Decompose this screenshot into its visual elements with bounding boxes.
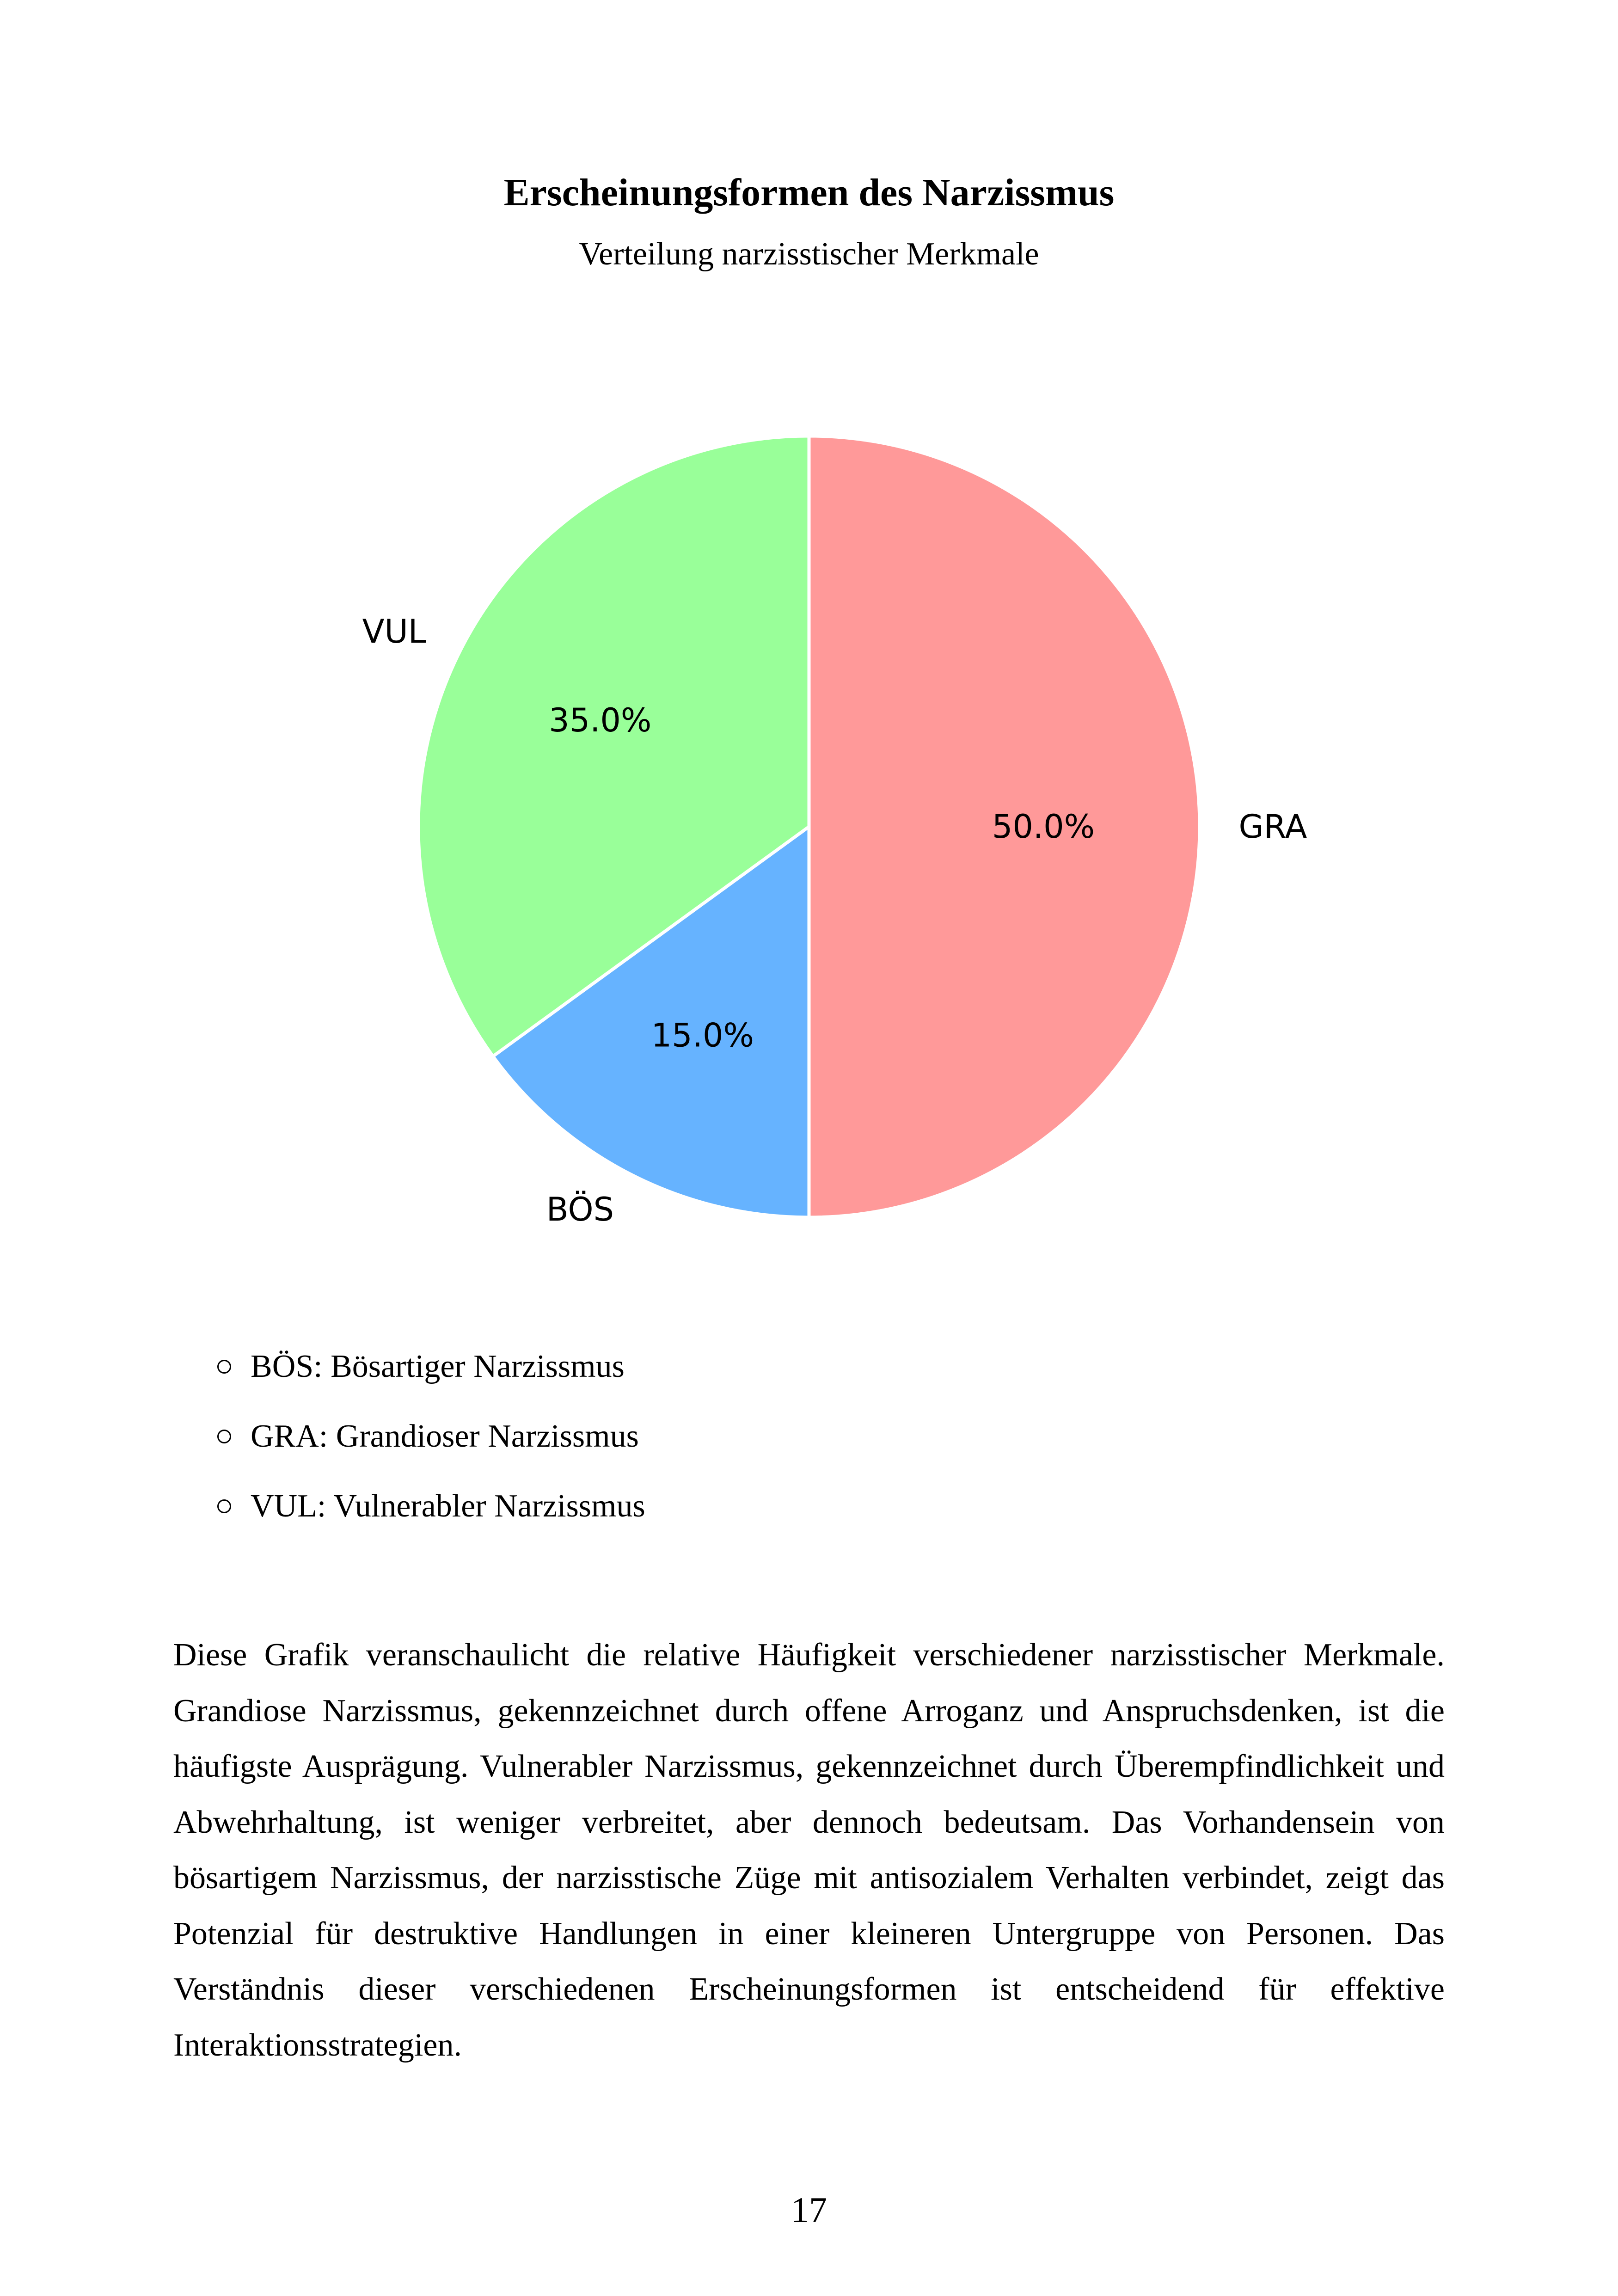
circle-bullet-icon — [217, 1360, 231, 1374]
legend-item-gra — [217, 1401, 645, 1471]
pie-percent-label: 15.0% — [651, 1016, 754, 1055]
legend-list — [217, 1345, 645, 1541]
legend-item-label: VUL: Vulnerabler Narzissmus — [251, 1488, 645, 1524]
circle-bullet-icon — [217, 1499, 231, 1513]
chart-subtitle: Verteilung narzisstischer Merkmale — [579, 236, 1039, 272]
legend-item-bos — [217, 1332, 645, 1401]
pie-category-label: VUL — [362, 613, 426, 651]
legend-item-label: BÖS: Bösartiger Narzissmus — [251, 1348, 625, 1384]
body-paragraph: Diese Grafik veranschaulicht die relative Häufigkeit verschiedener narzisstischer Merkmale. Grandiose Narzissmus, gekennzeichnet durch offene Arroganz und Anspruchsdenken, ist die häufigste Ausprägung. Vulnerabler Narzissmus, gekennzeichnet durch Überempfindlichkeit und Abwehrhaltung, ist weniger verbreitet, aber dennoch bedeutsam. Das Vorhandensein von bösartigem Narzissmus, der narzisstische Züge mit antisozialem Verhalten verbindet, zeigt das Potenzial für destruktive Handlungen in einer kleineren Untergruppe von Personen. Das Verständnis dieser verschiedenen Erscheinungsformen ist entscheidend für effektive Interaktionsstrategien. — [173, 1637, 1445, 2063]
page-number: 17 — [791, 2190, 827, 2230]
circle-bullet-icon — [217, 1430, 231, 1443]
legend-item-label: GRA: Grandioser Narzissmus — [251, 1418, 639, 1454]
pie-category-label: GRA — [1238, 808, 1307, 846]
pie-category-label: BÖS — [546, 1191, 614, 1229]
pie-percent-label: 50.0% — [992, 808, 1095, 846]
pie-percent-label: 35.0% — [549, 701, 652, 739]
chart-title: Erscheinungsformen des Narzissmus — [503, 171, 1115, 214]
legend-item-vul — [217, 1471, 645, 1541]
